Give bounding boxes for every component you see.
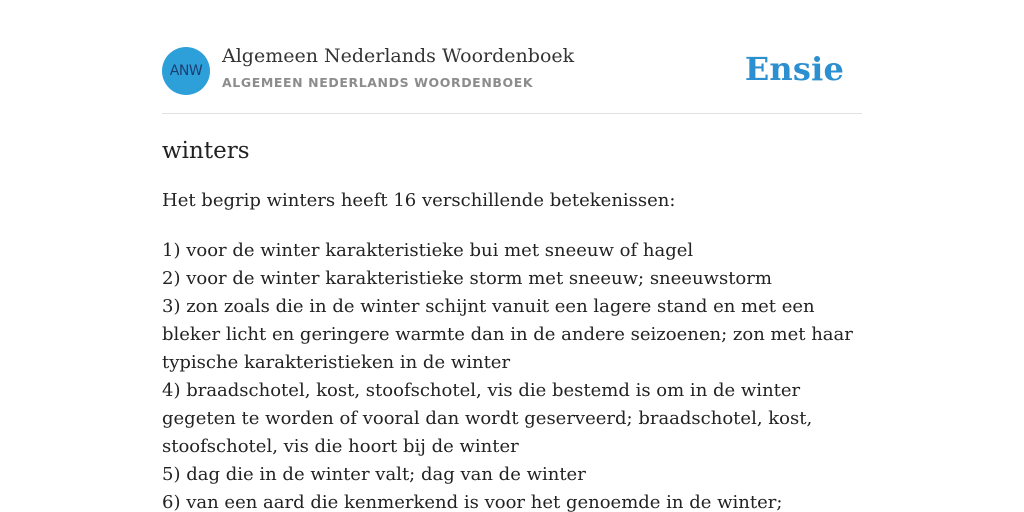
definition-item: 2) voor de winter karakteristieke storm met sneeuw; sneeuwstorm <box>162 268 772 289</box>
definition-intro: Het begrip winters heeft 16 verschillende betekenissen: <box>162 190 676 211</box>
definition-item: 3) zon zoals die in de winter schijnt vanuit een lagere stand en met een bleker licht en geringere warmte dan in de andere seizoenen; zon met haar typische karakteristieken in de winter <box>162 296 853 373</box>
content-container <box>162 0 862 512</box>
dictionary-title[interactable]: Algemeen Nederlands Woordenboek <box>222 45 575 67</box>
definition-list <box>162 237 862 512</box>
word-title: winters <box>162 138 250 164</box>
header <box>162 0 862 114</box>
definition-item: 4) braadschotel, kost, stoofschotel, vis die bestemd is om in de winter gegeten te worden of vooral dan wordt geserveerd; braadschotel, kost, stoofschotel, vis die hoort bij de winter <box>162 380 813 457</box>
ensie-brand-logo[interactable]: Ensie <box>744 50 844 88</box>
anw-logo[interactable] <box>162 47 210 95</box>
dictionary-subtitle: ALGEMEEN NEDERLANDS WOORDENBOEK <box>222 75 534 90</box>
definition-item: 1) voor de winter karakteristieke bui met sneeuw of hagel <box>162 240 694 261</box>
anw-logo-text: ANW <box>169 63 203 79</box>
definition-item: 5) dag die in de winter valt; dag van de winter <box>162 464 586 485</box>
definition-item: 6) van een aard die kenmerkend is voor het genoemde in de winter; <box>162 492 783 512</box>
